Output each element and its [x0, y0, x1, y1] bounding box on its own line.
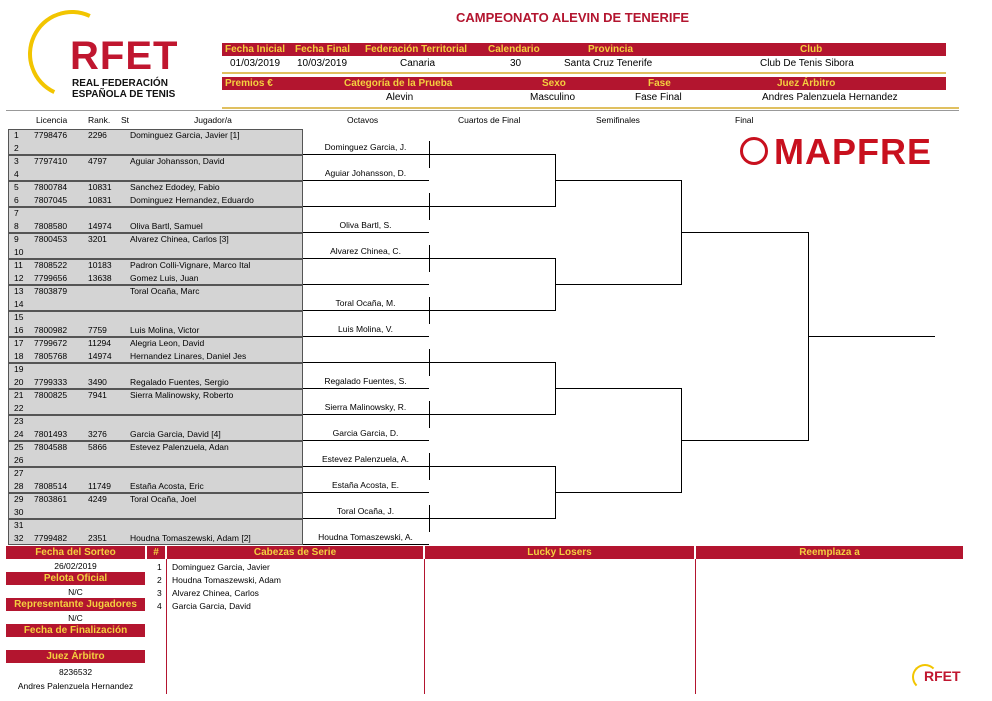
player-name: Dominguez Hernandez, Eduardo — [130, 195, 254, 205]
representante-label: Representante Jugadores — [6, 598, 145, 611]
small-logo-text: RFET — [924, 668, 961, 684]
player-name: Alvarez Chinea, Carlos [3] — [130, 234, 229, 244]
player-row — [8, 402, 303, 415]
player-licencia: 7808522 — [34, 260, 68, 270]
juez-name: Andres Palenzuela Hernandez — [17, 681, 134, 691]
draw-position: 15 — [14, 312, 24, 322]
rfet-small-logo — [912, 662, 962, 694]
value-juez: Andres Palenzuela Hernandez — [762, 92, 898, 103]
draw-position: 13 — [14, 286, 24, 296]
header1-labels — [222, 43, 946, 56]
player-name: Sanchez Edodey, Fabio — [130, 182, 220, 192]
draw-position: 28 — [14, 481, 24, 491]
seed-number: 1 — [157, 562, 162, 572]
octavos-name: Luis Molina, V. — [338, 324, 393, 334]
draw-position: 27 — [14, 468, 24, 478]
player-licencia: 7799656 — [34, 273, 68, 283]
bracket-line — [303, 492, 429, 493]
logo-text: RFET — [70, 34, 179, 78]
bracket-line — [303, 258, 429, 259]
player-row — [8, 337, 303, 350]
bracket-line — [429, 518, 555, 519]
draw-position: 24 — [14, 429, 24, 439]
player-row — [8, 311, 303, 324]
bracket-line — [303, 414, 429, 415]
divider — [695, 559, 696, 694]
draw-position: 30 — [14, 507, 24, 517]
draw-position: 18 — [14, 351, 24, 361]
bracket-line — [303, 232, 429, 233]
octavos-name: Toral Ocaña, M. — [335, 298, 396, 308]
octavos-name: Estevez Palenzuela, A. — [322, 454, 409, 464]
player-row — [8, 259, 303, 272]
bracket-line — [303, 362, 429, 363]
divider — [166, 559, 167, 694]
col-octavos: Octavos — [347, 115, 379, 125]
player-rank: 10183 — [88, 260, 112, 270]
player-licencia: 7807045 — [34, 195, 68, 205]
player-name: Estaña Acosta, Eric — [130, 481, 204, 491]
finalizacion-label: Fecha de Finalización — [6, 624, 145, 637]
bracket-line — [555, 388, 681, 389]
bracket-line — [303, 440, 429, 441]
player-licencia: 7803879 — [34, 286, 68, 296]
octavos-name: Estaña Acosta, E. — [331, 480, 400, 490]
rfet-logo — [28, 10, 188, 102]
bracket-line — [429, 258, 555, 259]
player-name: Aguiar Johansson, David — [130, 156, 225, 166]
player-licencia: 7798476 — [34, 130, 68, 140]
bracket-line — [429, 414, 555, 415]
bracket-line — [429, 310, 555, 311]
player-rank: 7941 — [88, 390, 107, 400]
label-fecha-final: Fecha Final — [295, 44, 351, 55]
fecha-sorteo-label: Fecha del Sorteo — [6, 546, 145, 559]
header-divider — [222, 72, 946, 74]
player-licencia: 7803861 — [34, 494, 68, 504]
seed-name: Alvarez Chinea, Carlos — [172, 588, 259, 598]
value-sexo: Masculino — [530, 92, 576, 103]
bracket-line — [303, 310, 429, 311]
divider — [424, 559, 425, 694]
draw-position: 23 — [14, 416, 24, 426]
bracket-line — [303, 180, 429, 181]
col-rank: Rank. — [88, 115, 111, 125]
draw-position: 22 — [14, 403, 24, 413]
draw-position: 10 — [14, 247, 24, 257]
label-categoria: Categoría de la Prueba — [344, 78, 453, 89]
player-name: Alegria Leon, David — [130, 338, 205, 348]
player-row — [8, 168, 303, 181]
page-title: CAMPEONATO ALEVIN DE TENERIFE — [456, 10, 690, 25]
draw-position: 32 — [14, 533, 24, 543]
header1-values — [222, 58, 946, 71]
player-row — [8, 363, 303, 376]
juez-id: 8236532 — [58, 667, 93, 677]
player-row — [8, 519, 303, 532]
player-rank: 14974 — [88, 351, 112, 361]
col-final: Final — [735, 115, 754, 125]
bracket-line — [555, 284, 681, 285]
player-rank: 10831 — [88, 182, 112, 192]
player-row — [8, 298, 303, 311]
label-federacion: Federación Territorial — [365, 44, 468, 55]
player-name: Houdna Tomaszewski, Adam [2] — [130, 533, 251, 543]
octavos-name: Alvarez Chinea, C. — [330, 246, 401, 256]
draw-position: 6 — [14, 195, 19, 205]
bracket-line — [429, 154, 555, 155]
value-fecha-inicial: 01/03/2019 — [230, 58, 281, 69]
player-name: Toral Ocaña, Joel — [130, 494, 197, 504]
player-rank: 2296 — [88, 130, 107, 140]
header-divider-2 — [222, 107, 959, 109]
draw-position: 8 — [14, 221, 19, 231]
juez-label: Juez Árbitro — [6, 650, 145, 663]
player-licencia: 7800982 — [34, 325, 68, 335]
value-fase: Fase Final — [635, 92, 682, 103]
seed-name: Houdna Tomaszewski, Adam — [172, 575, 281, 585]
draw-position: 4 — [14, 169, 19, 179]
player-row — [8, 129, 303, 142]
draw-position: 19 — [14, 364, 24, 374]
player-row — [8, 324, 303, 337]
player-rank: 4797 — [88, 156, 107, 166]
draw-position: 21 — [14, 390, 24, 400]
player-name: Regalado Fuentes, Sergio — [130, 377, 229, 387]
draw-position: 14 — [14, 299, 24, 309]
octavos-name: Toral Ocaña, J. — [336, 506, 395, 516]
pelota-value: N/C — [68, 587, 83, 597]
label-provincia: Provincia — [588, 44, 634, 55]
draw-position: 31 — [14, 520, 24, 530]
logo-line1: REAL FEDERACIÓN — [72, 78, 168, 89]
player-row — [8, 415, 303, 428]
label-fase: Fase — [648, 78, 671, 89]
value-federacion: Canaria — [400, 58, 436, 69]
hash-label: # — [147, 546, 165, 559]
bracket-line — [681, 440, 808, 441]
octavos-name: Regalado Fuentes, S. — [324, 376, 407, 386]
reemplaza-label: Reemplaza a — [696, 546, 963, 559]
seed-number: 3 — [157, 588, 162, 598]
player-rank: 10831 — [88, 195, 112, 205]
col-st: St — [121, 115, 130, 125]
player-licencia: 7799482 — [34, 533, 68, 543]
seed-number: 4 — [157, 601, 162, 611]
player-row — [8, 220, 303, 233]
label-sexo: Sexo — [542, 78, 566, 89]
player-name: Dominguez Garcia, Javier [1] — [130, 130, 240, 140]
player-rank: 7759 — [88, 325, 107, 335]
pelota-label: Pelota Oficial — [6, 572, 145, 585]
cabezas-label: Cabezas de Serie — [167, 546, 423, 559]
player-licencia: 7804588 — [34, 442, 68, 452]
draw-position: 20 — [14, 377, 24, 387]
octavos-name: Garcia Garcia, D. — [332, 428, 399, 438]
player-row — [8, 142, 303, 155]
label-calendario: Calendario — [488, 44, 540, 55]
draw-position: 9 — [14, 234, 19, 244]
bracket-line — [303, 336, 429, 337]
player-name: Luis Molina, Victor — [130, 325, 200, 335]
bracket-line — [303, 518, 429, 519]
draw-position: 12 — [14, 273, 24, 283]
player-licencia: 7797410 — [34, 156, 68, 166]
player-rank: 13638 — [88, 273, 112, 283]
player-rank: 11294 — [88, 338, 112, 348]
octavos-name: Dominguez Garcia, J. — [324, 142, 407, 152]
player-row — [8, 181, 303, 194]
col-licencia: Licencia — [36, 115, 68, 125]
player-name: Garcia Garcia, David [4] — [130, 429, 221, 439]
player-licencia: 7799672 — [34, 338, 68, 348]
player-row — [8, 233, 303, 246]
player-row — [8, 376, 303, 389]
octavos-name: Aguiar Johansson, D. — [324, 168, 407, 178]
player-licencia: 7801493 — [34, 429, 68, 439]
player-rank: 2351 — [88, 533, 107, 543]
player-row — [8, 207, 303, 220]
player-name: Toral Ocaña, Marc — [130, 286, 200, 296]
draw-position: 29 — [14, 494, 24, 504]
octavos-name: Houdna Tomaszewski, A. — [318, 532, 413, 542]
draw-position: 25 — [14, 442, 24, 452]
value-provincia: Santa Cruz Tenerife — [564, 58, 653, 69]
bracket-line — [555, 492, 681, 493]
player-row — [8, 454, 303, 467]
column-separator — [6, 110, 959, 111]
player-row — [8, 493, 303, 506]
bracket-line — [303, 154, 429, 155]
bracket-line — [681, 232, 808, 233]
player-rank: 3276 — [88, 429, 107, 439]
bracket-line — [555, 180, 681, 181]
player-name: Estevez Palenzuela, Adan — [130, 442, 229, 452]
player-rank: 14974 — [88, 221, 112, 231]
bracket-line — [303, 388, 429, 389]
player-licencia: 7800784 — [34, 182, 68, 192]
player-name: Gomez Luis, Juan — [130, 273, 199, 283]
player-name: Hernandez Linares, Daniel Jes — [130, 351, 247, 361]
label-fecha-inicial: Fecha Inicial — [225, 44, 286, 55]
mapfre-emblem-icon — [740, 137, 768, 165]
bracket-line — [303, 284, 429, 285]
player-row — [8, 272, 303, 285]
col-semis: Semifinales — [596, 115, 640, 125]
player-name: Oliva Bartl, Samuel — [130, 221, 203, 231]
lucky-label: Lucky Losers — [425, 546, 694, 559]
player-licencia: 7799333 — [34, 377, 68, 387]
player-row — [8, 350, 303, 363]
label-premios: Premios € — [225, 78, 273, 89]
player-name: Padron Colli-Vignare, Marco Ital — [130, 260, 251, 270]
draw-position: 7 — [14, 208, 19, 218]
player-row — [8, 246, 303, 259]
logo-subtitle — [72, 78, 175, 100]
draw-position: 16 — [14, 325, 24, 335]
player-rank: 11749 — [88, 481, 112, 491]
sponsor-text: MAPFRE — [774, 131, 932, 172]
player-row — [8, 441, 303, 454]
representante-value: N/C — [68, 613, 83, 623]
logo-line2: ESPAÑOLA DE TENIS — [72, 89, 176, 100]
seed-name: Dominguez Garcia, Javier — [172, 562, 270, 572]
mapfre-logo — [740, 131, 978, 172]
player-licencia: 7805768 — [34, 351, 68, 361]
col-cuartos: Cuartos de Final — [458, 115, 521, 125]
draw-position: 26 — [14, 455, 24, 465]
player-row — [8, 428, 303, 441]
bracket-line — [808, 336, 935, 337]
bracket-line — [429, 466, 555, 467]
player-licencia: 7800825 — [34, 390, 68, 400]
player-licencia: 7800453 — [34, 234, 68, 244]
bracket-line — [303, 466, 429, 467]
player-rank: 3490 — [88, 377, 107, 387]
col-jugador: Jugador/a — [194, 115, 232, 125]
value-fecha-final: 10/03/2019 — [297, 58, 348, 69]
bracket-line — [303, 206, 429, 207]
draw-position: 17 — [14, 338, 24, 348]
player-row — [8, 194, 303, 207]
draw-position: 5 — [14, 182, 19, 192]
octavos-name: Sierra Malinowsky, R. — [324, 402, 407, 412]
draw-position: 2 — [14, 143, 19, 153]
player-licencia: 7808514 — [34, 481, 68, 491]
player-row — [8, 532, 303, 545]
bracket-line — [429, 206, 555, 207]
bracket-line — [303, 544, 429, 545]
player-row — [8, 285, 303, 298]
label-club: Club — [800, 44, 823, 55]
header2-labels — [222, 77, 946, 90]
value-calendario: 30 — [510, 58, 522, 69]
value-club: Club De Tenis Sibora — [760, 58, 854, 69]
bracket-line — [429, 362, 555, 363]
player-rank: 5866 — [88, 442, 107, 452]
draw-position: 1 — [14, 130, 19, 140]
player-row — [8, 467, 303, 480]
value-categoria: Alevin — [386, 92, 414, 103]
draw-position: 11 — [14, 260, 23, 270]
header2-values — [222, 92, 946, 105]
player-row — [8, 155, 303, 168]
player-licencia: 7808580 — [34, 221, 68, 231]
player-name: Sierra Malinowsky, Roberto — [130, 390, 234, 400]
octavos-name: Oliva Bartl, S. — [339, 220, 392, 230]
player-rank: 3201 — [88, 234, 107, 244]
fecha-sorteo-value: 26/02/2019 — [54, 561, 97, 571]
seed-number: 2 — [157, 575, 162, 585]
player-row — [8, 389, 303, 402]
player-rank: 4249 — [88, 494, 107, 504]
player-row — [8, 480, 303, 493]
draw-position: 3 — [14, 156, 19, 166]
seed-name: Garcia Garcia, David — [172, 601, 251, 611]
player-row — [8, 506, 303, 519]
label-juez: Juez Árbitro — [777, 78, 836, 89]
